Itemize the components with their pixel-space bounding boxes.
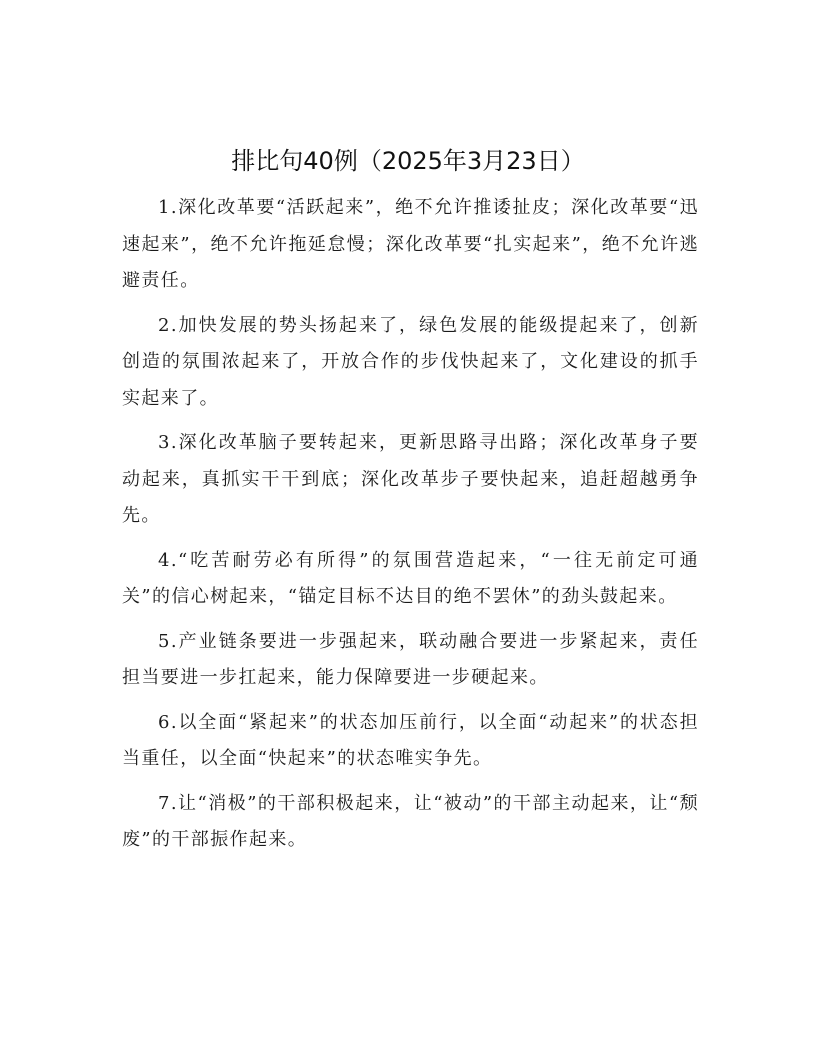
paragraph-4: 4.“吃苦耐劳必有所得”的氛围营造起来，“一往无前定可通关”的信心树起来，“锚定目标不达目的绝不罢休”的劲头鼓起来。 — [122, 549, 699, 607]
paragraph-1: 1.深化改革要“活跃起来”，绝不允许推诿扯皮；深化改革要“迅速起来”，绝不允许拖延怠慢；深化改革要“扎实起来”，绝不允许逃避责任。 — [122, 197, 699, 291]
paragraph-5: 5.产业链条要进一步强起来，联动融合要进一步紧起来，责任担当要进一步扛起来，能力保障要进一步硬起来。 — [122, 630, 699, 688]
paragraph-3: 3.深化改革脑子要转起来，更新思路寻出路；深化改革身子要动起来，真抓实干干到底；深化改革步子要快起来，追赶超越勇争先。 — [122, 432, 699, 526]
paragraph-2: 2.加快发展的势头扬起来了，绿色发展的能级提起来了，创新创造的氛围浓起来了，开放合作的步伐快起来了，文化建设的抓手实起来了。 — [122, 314, 699, 409]
document-title: 排比句40例（2025年3月23日） — [231, 147, 585, 175]
document-body — [122, 190, 699, 867]
paragraph-7: 7.让“消极”的干部积极起来，让“被动”的干部主动起来，让“颓废”的干部振作起来。 — [122, 792, 699, 850]
paragraph-6: 6.以全面“紧起来”的状态加压前行，以全面“动起来”的状态担当重任，以全面“快起来”的状态唯实争先。 — [122, 711, 699, 769]
